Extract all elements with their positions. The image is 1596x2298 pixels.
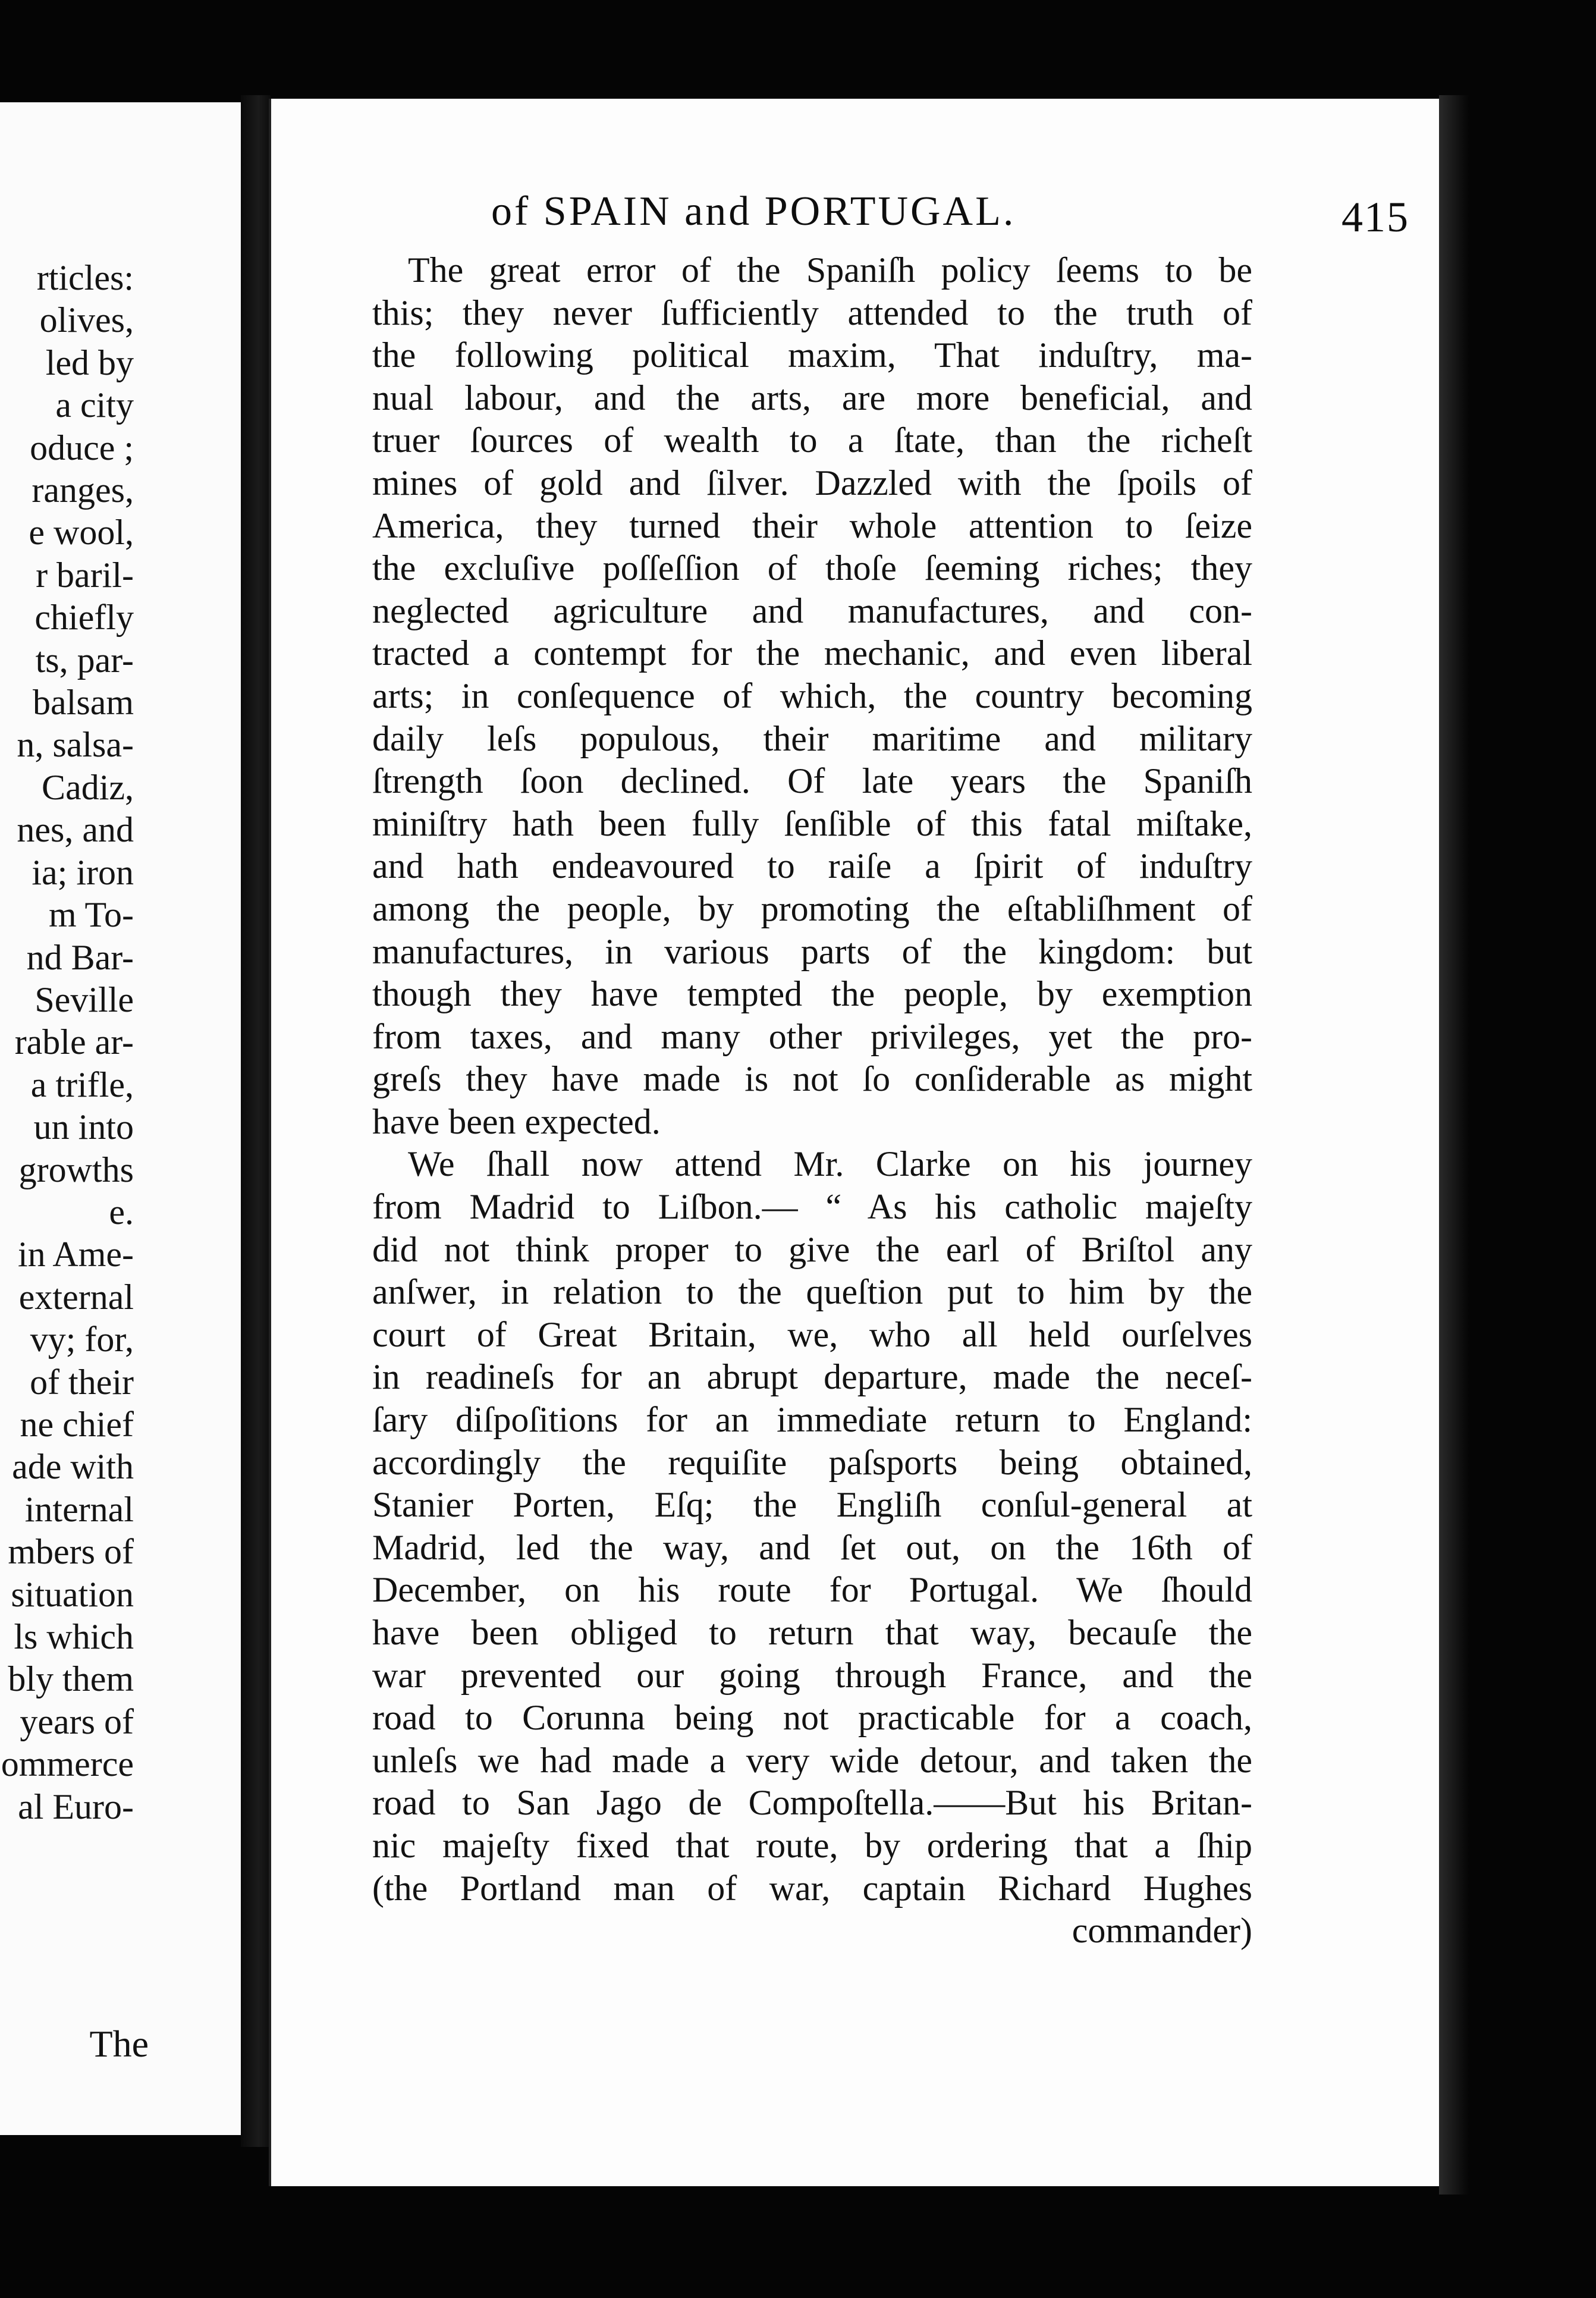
text-line: neglected agriculture and manufactures, and con- bbox=[372, 591, 1252, 630]
previous-page-text bbox=[0, 257, 134, 1828]
text-line: nual labour, and the arts, are more beneficial, and bbox=[372, 378, 1252, 417]
page-edge-shadow bbox=[1439, 95, 1469, 2195]
text-line: Madrid, led the way, and ſet out, on the 16th of bbox=[372, 1527, 1252, 1567]
text-line: ranges, bbox=[32, 470, 134, 510]
text-line: daily leſs populous, their maritime and military bbox=[372, 718, 1252, 758]
text-line: years of bbox=[20, 1701, 134, 1741]
book-gutter bbox=[241, 95, 271, 2147]
text-line: ne chief bbox=[20, 1404, 134, 1444]
text-line: rable ar- bbox=[14, 1022, 134, 1062]
text-line: led by bbox=[45, 343, 134, 382]
text-line: situation bbox=[11, 1574, 134, 1614]
text-line: ts, par- bbox=[35, 640, 134, 680]
text-line: ommerce bbox=[1, 1744, 134, 1784]
book-page bbox=[269, 99, 1441, 2186]
text-line: n, salsa- bbox=[17, 725, 134, 765]
text-line: ia; iron bbox=[32, 852, 134, 892]
text-line: ade with bbox=[12, 1447, 134, 1487]
text-line: manufactures, in various parts of the kingdom: but bbox=[372, 931, 1252, 971]
text-line: Stanier Porten, Eſq; the Engliſh conſul-general at bbox=[372, 1485, 1252, 1525]
text-line: nes, and bbox=[17, 810, 134, 850]
text-line: e. bbox=[109, 1192, 134, 1232]
text-line: have been expected. bbox=[372, 1101, 661, 1141]
text-line: nd Bar- bbox=[26, 937, 134, 977]
text-line: m To- bbox=[48, 895, 134, 935]
text-line: road to San Jago de Compoſtella.——But his Britan- bbox=[372, 1783, 1252, 1823]
text-line: the following political maxim, That induſtry, ma- bbox=[372, 335, 1252, 375]
text-line: oduce ; bbox=[30, 428, 134, 467]
text-line: accordingly the requiſite paſsports being obtained, bbox=[372, 1442, 1252, 1482]
text-line: internal bbox=[24, 1489, 134, 1529]
text-line: Cadiz, bbox=[42, 767, 134, 807]
text-line: external bbox=[18, 1277, 134, 1317]
text-line: al Euro- bbox=[18, 1787, 134, 1826]
text-line: ſtrength ſoon declined. Of late years the Spaniſh bbox=[372, 761, 1252, 801]
text-line: America, they turned their whole attention to ſeize bbox=[372, 506, 1252, 545]
text-line: of their bbox=[30, 1362, 134, 1402]
text-line: road to Corunna being not practicable for a coach, bbox=[372, 1698, 1252, 1738]
text-line: a city bbox=[55, 385, 134, 425]
text-line: among the people, by promoting the eſtabliſhment of bbox=[372, 889, 1252, 928]
text-line: mines of gold and ſilver. Dazzled with the ſpoils of bbox=[372, 463, 1252, 503]
text-line: the excluſive poſſeſſion of thoſe ſeeming riches; they bbox=[372, 548, 1252, 588]
text-line: We ſhall now attend Mr. Clarke on his journey bbox=[408, 1144, 1252, 1184]
text-line: chiefly bbox=[34, 598, 134, 638]
text-line: Seville bbox=[34, 980, 134, 1019]
previous-page-catchword: The bbox=[89, 2023, 149, 2065]
page-number: 415 bbox=[1341, 193, 1409, 241]
running-head-title: of SPAIN and PORTUGAL. bbox=[491, 189, 1016, 234]
body-text bbox=[372, 249, 1252, 1952]
text-line: (the Portland man of war, captain Richard Hughes bbox=[372, 1868, 1252, 1908]
text-line: court of Great Britain, we, who all held ourſelves bbox=[372, 1314, 1252, 1354]
catchword: commander) bbox=[1072, 1911, 1252, 1951]
text-line: rticles: bbox=[36, 258, 134, 297]
text-line: ſary diſpoſitions for an immediate return to England: bbox=[372, 1400, 1252, 1440]
text-line: truer ſources of wealth to a ſtate, than the richeſt bbox=[372, 420, 1252, 460]
text-line: The great error of the Spaniſh policy ſeems to be bbox=[408, 250, 1252, 290]
text-line: in Ame- bbox=[18, 1235, 134, 1274]
text-line: r baril- bbox=[36, 555, 134, 595]
text-line: tracted a contempt for the mechanic, and even liberal bbox=[372, 633, 1252, 673]
text-line: did not think proper to give the earl of Briſtol any bbox=[372, 1229, 1252, 1269]
text-line: anſwer, in relation to the queſtion put to him by the bbox=[372, 1272, 1252, 1312]
text-line: miniſtry hath been fully ſenſible of this fatal miſtake, bbox=[372, 803, 1252, 843]
text-line: mbers of bbox=[8, 1532, 134, 1572]
text-line: olives, bbox=[39, 300, 134, 340]
text-line: growths bbox=[18, 1150, 134, 1189]
text-line: un into bbox=[33, 1107, 134, 1147]
text-line: though they have tempted the people, by exemption bbox=[372, 974, 1252, 1014]
text-line: war prevented our going through France, and the bbox=[372, 1655, 1252, 1695]
text-line: ls which bbox=[14, 1617, 134, 1656]
text-line: unleſs we had made a very wide detour, and taken the bbox=[372, 1740, 1252, 1780]
text-line: greſs they have made is not ſo conſiderable as might bbox=[372, 1059, 1252, 1099]
text-line: nic majeſty fixed that route, by ordering that a ſhip bbox=[372, 1825, 1252, 1865]
text-line: a trifle, bbox=[30, 1065, 134, 1104]
text-line: bly them bbox=[8, 1659, 134, 1699]
text-line: December, on his route for Portugal. We ſhould bbox=[372, 1570, 1252, 1610]
running-head bbox=[491, 188, 1526, 241]
text-line: have been obliged to return that way, becauſe the bbox=[372, 1613, 1252, 1652]
text-line: from taxes, and many other privileges, yet the pro- bbox=[372, 1016, 1252, 1056]
text-line: balsam bbox=[33, 683, 134, 723]
text-line: in readineſs for an abrupt departure, made the neceſ- bbox=[372, 1357, 1252, 1397]
text-line: e wool, bbox=[29, 513, 134, 552]
text-line: arts; in conſequence of which, the country becoming bbox=[372, 676, 1252, 715]
text-line: vy; for, bbox=[30, 1320, 134, 1360]
text-line: and hath endeavoured to raiſe a ſpirit of induſtry bbox=[372, 846, 1252, 886]
text-line: from Madrid to Liſbon.— “ As his catholic majeſty bbox=[372, 1187, 1252, 1227]
previous-page bbox=[0, 102, 244, 2135]
text-line: this; they never ſufficiently attended to the truth of bbox=[372, 293, 1252, 332]
